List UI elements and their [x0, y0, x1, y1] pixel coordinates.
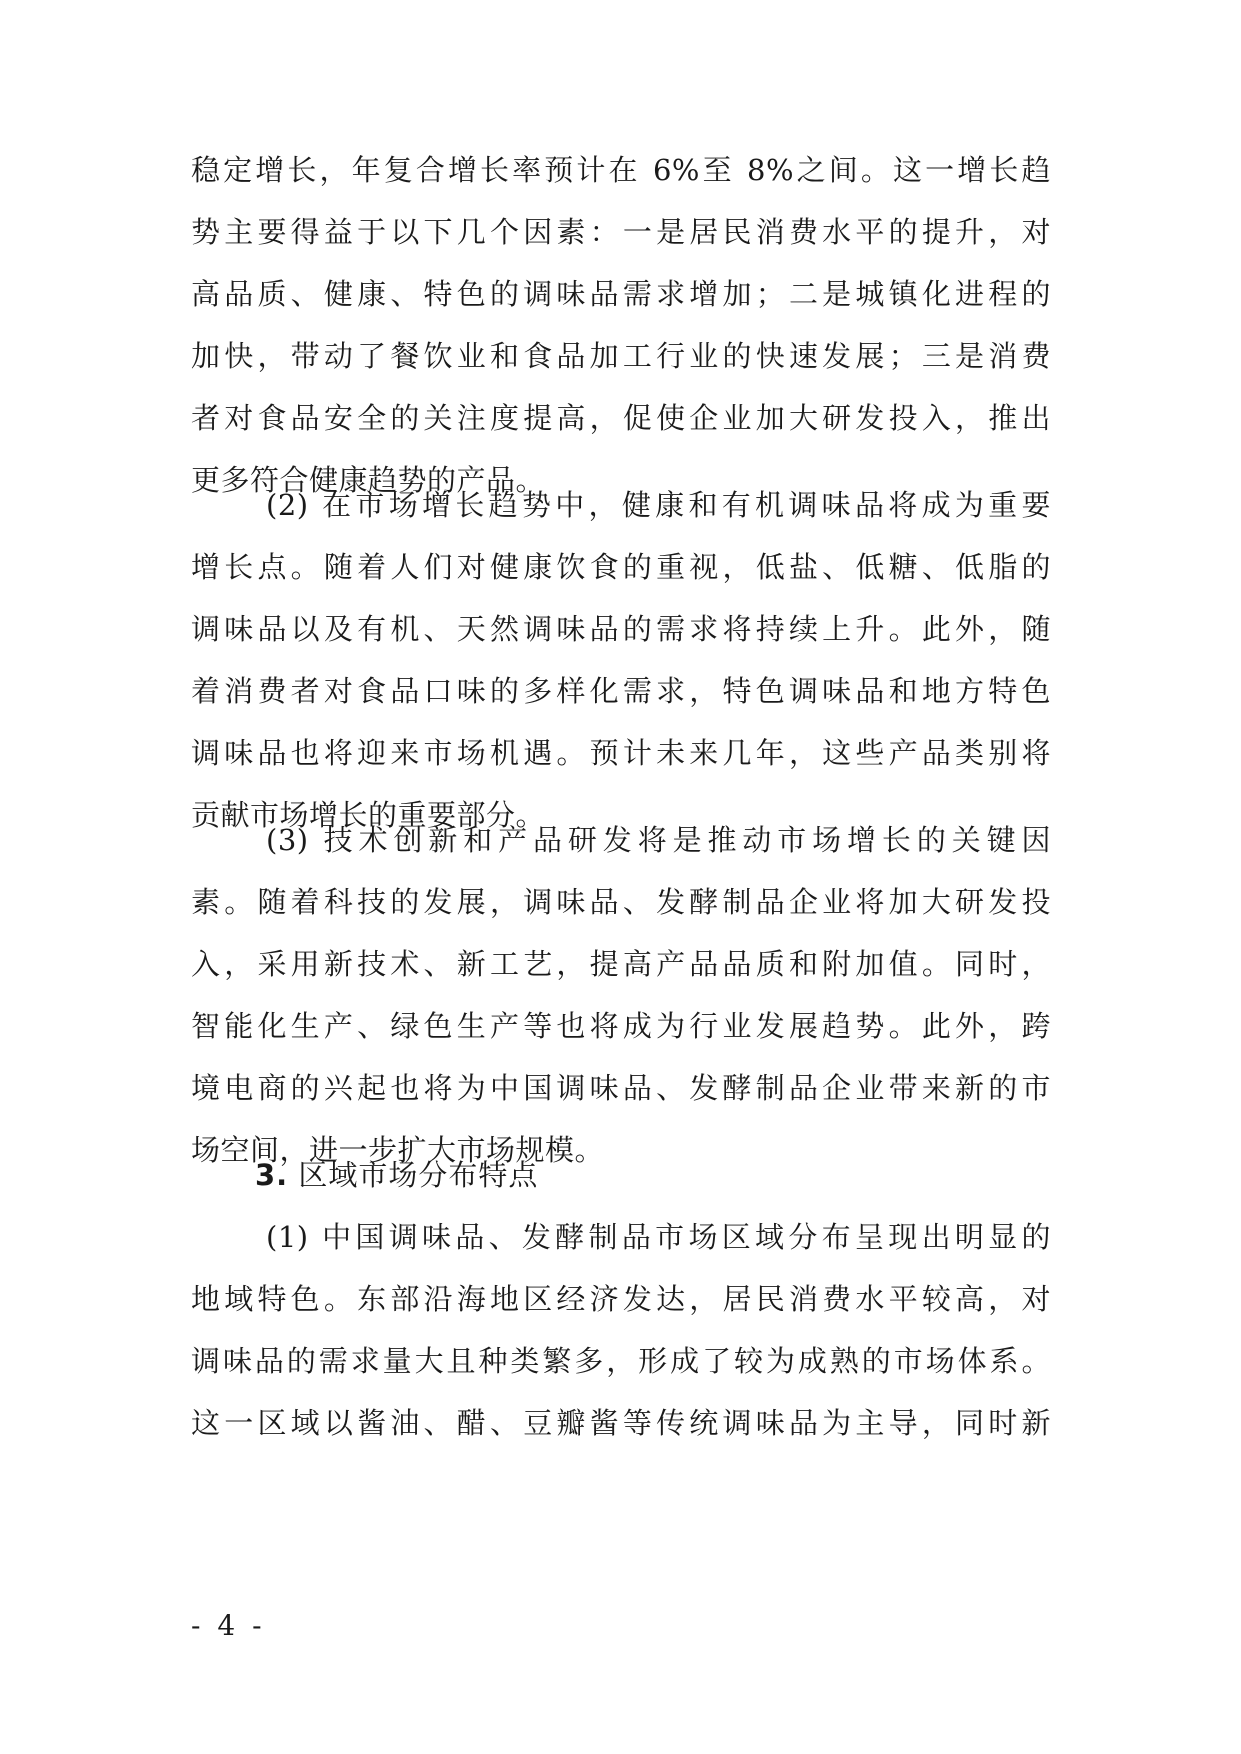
text-line: 贡献市场增长的重要部分。 [191, 798, 546, 832]
text-line: 稳定增长，年复合增长率预计在 6%至 8%之间。这一增长趋 [191, 153, 1051, 187]
text-line: 势主要得益于以下几个因素：一是居民消费水平的提升，对 [191, 215, 1051, 249]
paragraph-regional-distribution [191, 1206, 1051, 1454]
text-line: 这一区域以酱油、醋、豆瓣酱等传统调味品为主导，同时新 [191, 1406, 1051, 1440]
text-line: (2) 在市场增长趋势中，健康和有机调味品将成为重要 [266, 488, 1051, 522]
section-title: 区域市场分布特点 [298, 1158, 539, 1192]
text-line: 调味品也将迎来市场机遇。预计未来几年，这些产品类别将 [191, 736, 1051, 770]
paragraph-health-organic [191, 474, 1051, 846]
section-heading [255, 1144, 955, 1206]
text-line: 者对食品安全的关注度提高，促使企业加大研发投入，推出 [191, 401, 1051, 435]
text-line: 调味品的需求量大且种类繁多，形成了较为成熟的市场体系。 [191, 1344, 1051, 1378]
text-line: (1) 中国调味品、发酵制品市场区域分布呈现出明显的 [266, 1220, 1051, 1254]
page-number: - 4 - [191, 1609, 266, 1642]
text-line: 境电商的兴起也将为中国调味品、发酵制品企业带来新的市 [191, 1071, 1051, 1105]
paragraph-tech-innovation [191, 809, 1051, 1181]
paragraph-growth-factors [191, 139, 1051, 511]
text-line: 更多符合健康趋势的产品。 [191, 463, 546, 497]
text-line: 智能化生产、绿色生产等也将成为行业发展趋势。此外，跨 [191, 1009, 1051, 1043]
text-line: 高品质、健康、特色的调味品需求增加；二是城镇化进程的 [191, 277, 1051, 311]
text-line: 着消费者对食品口味的多样化需求，特色调味品和地方特色 [191, 674, 1051, 708]
text-line: (3) 技术创新和产品研发将是推动市场增长的关键因 [266, 823, 1051, 857]
text-line: 素。随着科技的发展，调味品、发酵制品企业将加大研发投 [191, 885, 1051, 919]
text-line: 增长点。随着人们对健康饮食的重视，低盐、低糖、低脂的 [191, 550, 1051, 584]
text-line: 地域特色。东部沿海地区经济发达，居民消费水平较高，对 [191, 1282, 1051, 1316]
text-line: 调味品以及有机、天然调味品的需求将持续上升。此外，随 [191, 612, 1051, 646]
text-line: 入，采用新技术、新工艺，提高产品品质和附加值。同时， [191, 947, 1051, 981]
text-line: 场空间，进一步扩大市场规模。 [191, 1133, 605, 1167]
text-line: 加快，带动了餐饮业和食品加工行业的快速发展；三是消费 [191, 339, 1051, 373]
section-number: 3. [255, 1158, 289, 1192]
